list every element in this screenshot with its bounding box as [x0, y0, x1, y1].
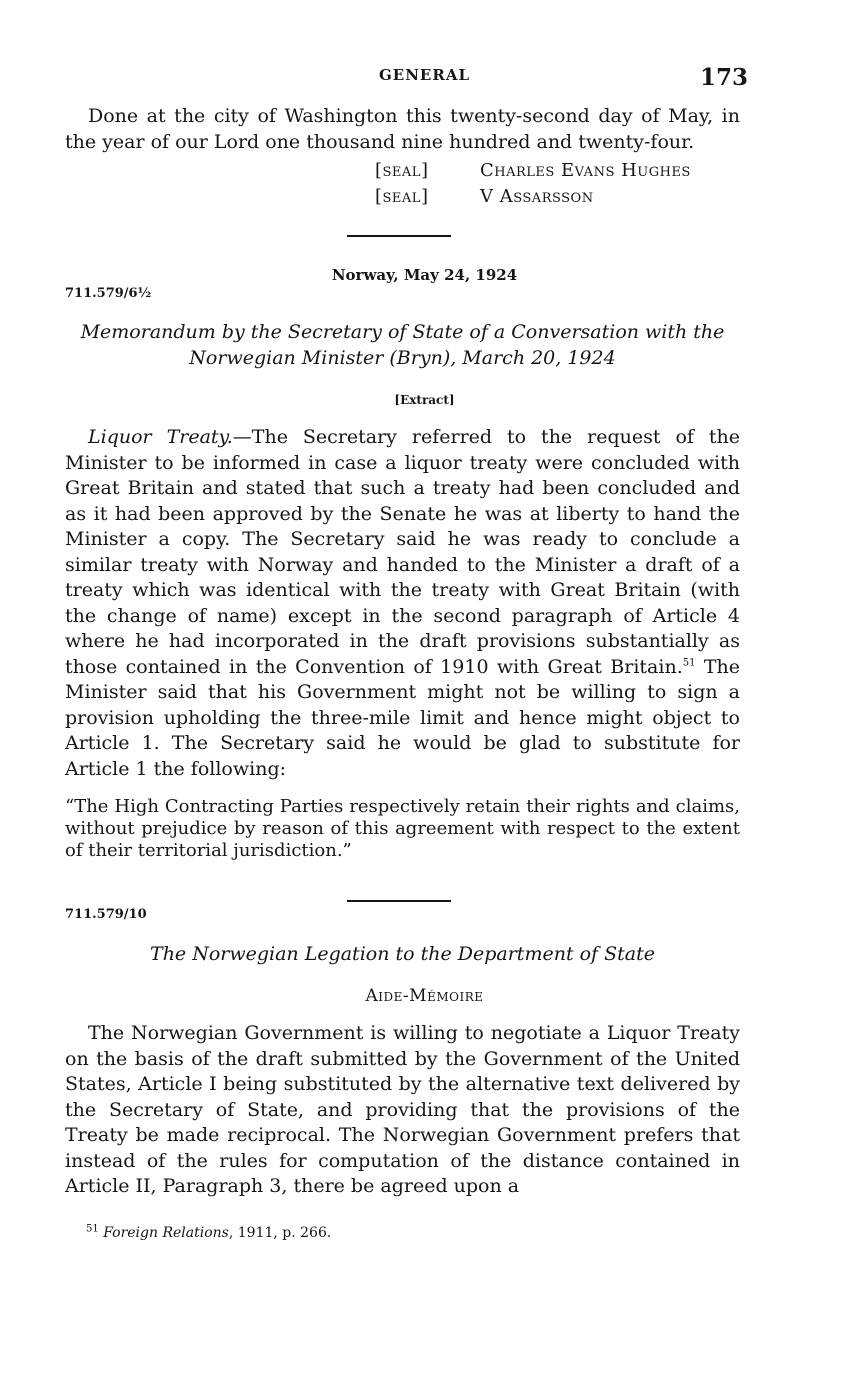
body-paragraph: The Norwegian Government is willing to negotiate a Liquor Treaty on the basis of the draft submitted by the Government of the United States, Article I being substituted by the alternative text delivered by the Secretary of State, and providing that the provisions of the Treaty be made reciprocal. The Norwegian Government prefers that instead of the rules for computation of the distance contained in Article II, Paragraph 3, there be agreed upon a — [65, 1022, 740, 1197]
running-head: GENERAL — [378, 66, 471, 84]
signer-name: Charles Evans Hughes — [480, 160, 691, 181]
file-number: 711.579/10 — [65, 907, 147, 922]
section-heading: Norway, May 24, 1924 — [331, 266, 518, 284]
file-number: 711.579/6½ — [65, 286, 152, 301]
page-number: 173 — [700, 64, 749, 91]
footnote-number: 51 — [86, 1223, 99, 1235]
seal-row-1 — [375, 160, 691, 181]
footnote-ref: 51 — [682, 657, 696, 669]
seal-label: [seal] — [375, 186, 429, 207]
document-title: The Norwegian Legation to the Department of State — [150, 943, 655, 965]
title-line: Memorandum by the Secretary of State of a Conversation with the — [80, 321, 725, 343]
footnote — [86, 1225, 331, 1241]
block-quote: “The High Contracting Parties respectively retain their rights and claims, without prejudice by reason of this agreement with respect to the extent of their territorial jurisdiction.” — [65, 796, 740, 861]
signer-name: V Assarsson — [480, 186, 594, 207]
document-title — [65, 319, 740, 371]
title-line: Norwegian Minister (Bryn), March 20, 1924 — [189, 347, 616, 369]
seal-label: [seal] — [375, 160, 429, 181]
paragraph-text: —The Secretary referred to the request of the Minister to be informed in case a liquor treaty were concluded with Great Britain and stated that such a treaty had been concluded and as it had been approved by the Senate he was at liberty to hand the Minister a copy. The Secretary said he was ready to conclude a similar treaty with Norway and handed to the Minister a draft of a treaty which was identical with the treaty with Great Britain (with the change of name) except in the second paragraph of Article 4 where he had incorporated in the draft provisions substantially as those contained in the Convention of 1910 with Great Britain. — [65, 426, 740, 678]
closing-paragraph: Done at the city of Washington this twenty-second day of May, in the year of our Lord one thousand nine hundred and twenty-four. — [65, 105, 740, 153]
paragraph-lead: Liquor Treaty. — [88, 426, 233, 448]
body-paragraph — [65, 425, 740, 782]
extract-label: [Extract] — [394, 393, 455, 407]
footnote-source: Foreign Relations — [103, 1225, 229, 1241]
seal-row-2 — [375, 186, 594, 207]
paragraph-text: The Minister said that his Government might not be willing to sign a provision upholding the three-mile limit and hence might object to Article 1. The Secretary said he would be glad to substitute for Article 1 the following: — [65, 655, 740, 780]
section-divider — [347, 900, 451, 902]
footnote-detail: , 1911, p. 266. — [228, 1225, 332, 1241]
document-subtitle: Aide-Mémoire — [365, 986, 484, 1006]
section-divider — [347, 235, 451, 237]
